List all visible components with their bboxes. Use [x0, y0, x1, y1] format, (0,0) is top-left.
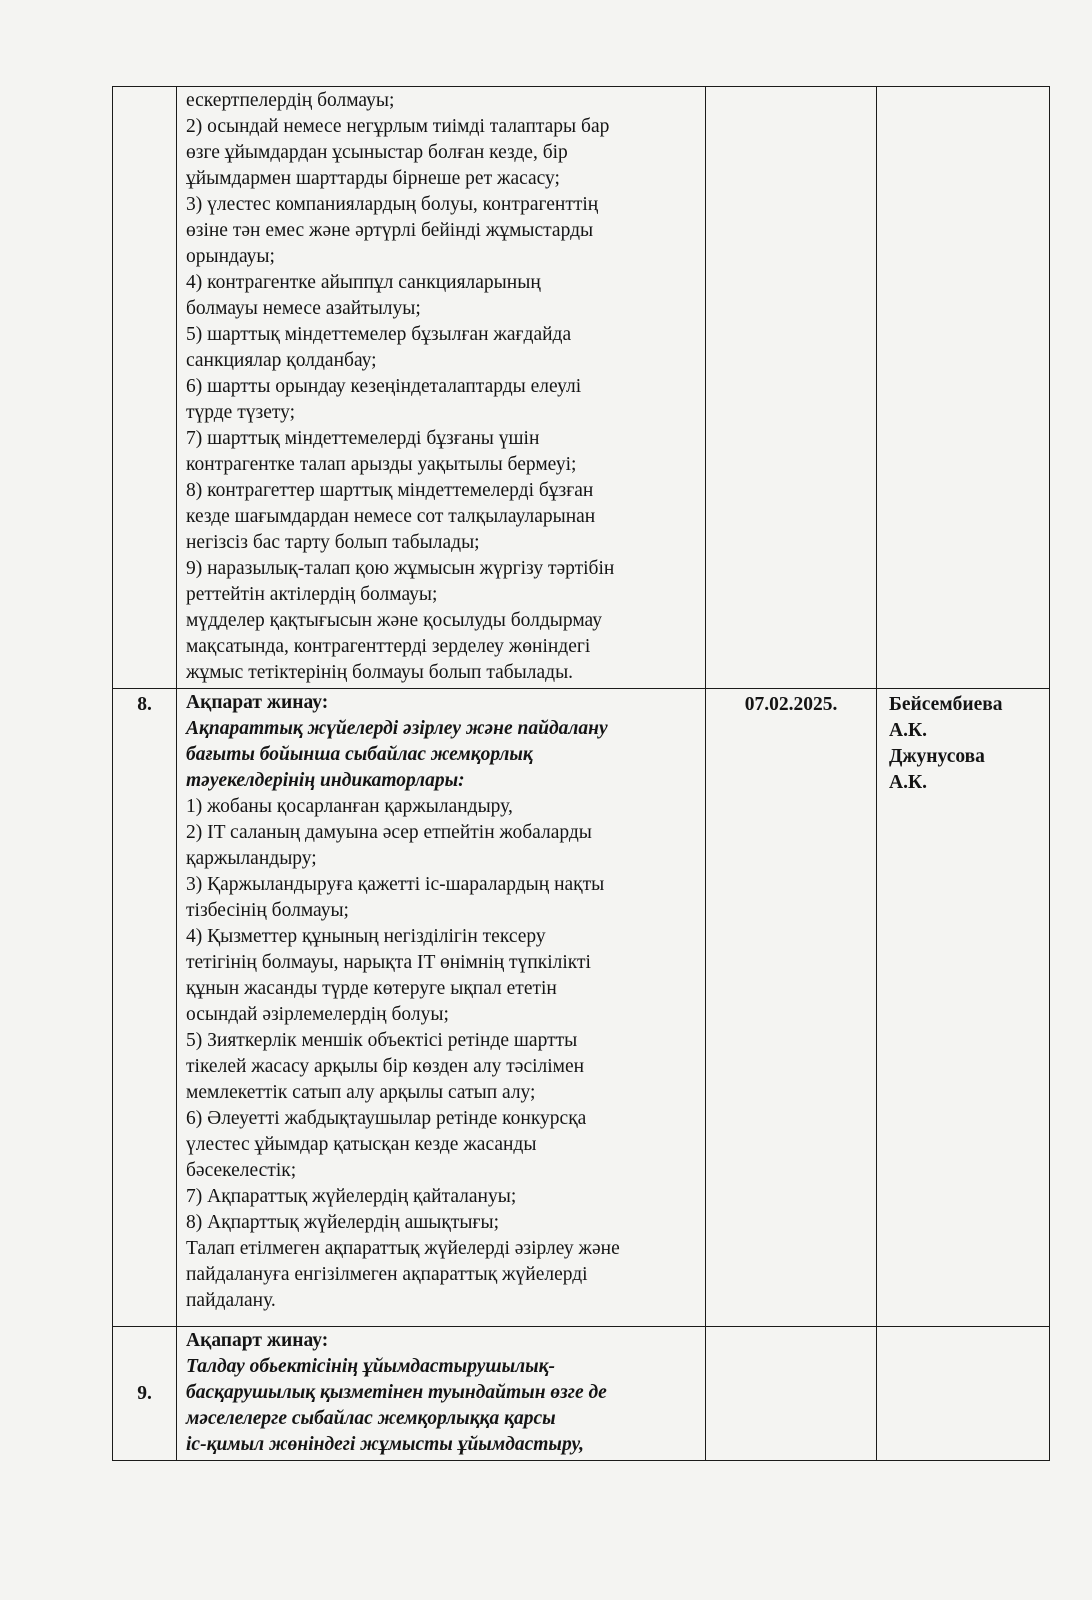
date-cell [706, 689, 877, 1327]
date-cell [706, 87, 877, 689]
date-cell [706, 1327, 877, 1461]
description-line: үлестес ұйымдар қатысқан кезде жасанды [186, 1134, 537, 1155]
row-number: 9. [137, 1382, 152, 1404]
description-line: пайдалану. [186, 1290, 276, 1311]
description-cell [177, 87, 706, 689]
description-line: пайдалануға енгізілмеген ақпараттық жүйелерді [186, 1264, 588, 1285]
section-subheading: басқарушылық қызметінен туындайтын өзге де [186, 1382, 607, 1403]
description-line: негізсіз бас тарту болып табылады; [186, 532, 480, 553]
description-line: ұйымдармен шарттарды бірнеше рет жасасу; [186, 168, 560, 189]
due-date: 07.02.2025. [744, 694, 838, 715]
description-line: болмауы немесе азайтылуы; [186, 298, 421, 319]
section-subheading: Талдау обьектісінің ұйымдастырушылық- [186, 1356, 556, 1377]
description-line: өзге ұйымдардан ұсыныстар болған кезде, бір [186, 142, 568, 163]
description-line: 2) осындай немесе негұрлым тиімді талаптары бар [186, 116, 610, 137]
description-line: жұмыс тетіктерінің болмауы болып табылады. [186, 662, 574, 683]
row-number-cell [113, 87, 177, 689]
description-line: 4) Қызметтер құнының негізділігін тексеру [186, 926, 546, 947]
responsible-name: Джунусова [889, 746, 985, 767]
section-subheading: іс-қимыл жөніндегі жұмысты ұйымдастыру, [186, 1434, 585, 1455]
description-line: өзіне тән емес және әртүрлі бейінді жұмыстарды [186, 220, 594, 241]
section-heading: Ақапарт жинау: [186, 1330, 329, 1351]
description-line: 3) үлестес компаниялардың болуы, контрагенттің [186, 194, 599, 215]
description-line: 8) Ақпарттық жүйелердің ашықтығы; [186, 1212, 499, 1233]
description-line: 7) шарттық міндеттемелерді бұзғаны үшін [186, 428, 540, 449]
description-line: тізбесінің болмауы; [186, 900, 349, 921]
description-line: құнын жасанды түрде көтеруге ықпал ететін [186, 978, 557, 999]
description-line: 1) жобаны қосарланған қаржыландыру, [186, 796, 513, 817]
section-heading: Ақпарат жинау: [186, 692, 329, 713]
description-line: 6) шартты орындау кезеңіндеталаптарды елеулі [186, 376, 582, 397]
section-subheading: тәуекелдерінің индикаторлары: [186, 770, 465, 791]
description-line: осындай әзірлемелердің болуы; [186, 1004, 449, 1025]
description-line: мүдделер қақтығысын және қосылуды болдырмау [186, 610, 602, 631]
section-subheading: бағыты бойынша сыбайлас жемқорлық [186, 744, 533, 765]
description-line: 2) IT саланың дамуына әсер етпейтін жобаларды [186, 822, 592, 843]
description-cell [177, 1327, 706, 1461]
description-line: 5) шарттық міндеттемелер бұзылған жағдайда [186, 324, 572, 345]
responsible-name: Бейсембиева [889, 694, 1003, 715]
responsible-cell [877, 87, 1050, 689]
table-row [113, 87, 1050, 689]
description-line: 6) Әлеуетті жабдықтаушылар ретінде конкурсқа [186, 1108, 587, 1129]
section-subheading: мәселелерге сыбайлас жемқорлыққа қарсы [186, 1408, 556, 1429]
description-line: мемлекеттік сатып алу арқылы сатып алу; [186, 1082, 536, 1103]
description-line: Талап етілмеген ақпараттық жүйелерді әзірлеу және [186, 1238, 620, 1259]
description-line: 3) Қаржыландыруға қажетті іс-шаралардың нақты [186, 874, 605, 895]
responsible-cell [877, 689, 1050, 1327]
description-line: ескертпелердің болмауы; [186, 90, 395, 111]
row-number-cell [113, 689, 177, 1327]
description-line: 5) Зияткерлік меншік объектісі ретінде шартты [186, 1030, 578, 1051]
table-row [113, 1327, 1050, 1461]
description-cell [177, 689, 706, 1327]
description-line: 9) наразылық-талап қою жұмысын жүргізу тәртібін [186, 558, 615, 579]
description-line: түрде түзету; [186, 402, 296, 423]
description-line: қаржыландыру; [186, 848, 317, 869]
description-line: контрагентке талап арызды уақытылы бермеуі; [186, 454, 577, 475]
description-line: тетігінің болмауы, нарықта IT өнімнің түпкілікті [186, 952, 591, 973]
responsible-initials: А.К. [889, 772, 927, 793]
section-subheading: Ақпараттық жүйелерді әзірлеу және пайдалану [186, 718, 608, 739]
description-line: 8) контрагеттер шарттық міндеттемелерді бұзған [186, 480, 594, 501]
description-line: 7) Ақпараттық жүйелердің қайталануы; [186, 1186, 517, 1207]
responsible-cell [877, 1327, 1050, 1461]
row-number: 8. [137, 694, 152, 715]
description-line: реттейтін актілердің болмауы; [186, 584, 438, 605]
description-line: мақсатында, контрагенттерді зерделеу жөніндегі [186, 636, 591, 657]
description-line: кезде шағымдардан немесе сот талқылауларынан [186, 506, 596, 527]
description-line: бәсекелестік; [186, 1160, 297, 1181]
action-plan-table [112, 86, 1050, 1461]
table-row [113, 689, 1050, 1327]
description-line: орындауы; [186, 246, 275, 267]
description-line: санкциялар қолданбау; [186, 350, 377, 371]
responsible-initials: А.К. [889, 720, 927, 741]
row-number-cell [113, 1327, 177, 1461]
description-line: тікелей жасасу арқылы бір көзден алу тәсілімен [186, 1056, 585, 1077]
description-line: 4) контрагентке айыппұл санкцияларының [186, 272, 541, 293]
